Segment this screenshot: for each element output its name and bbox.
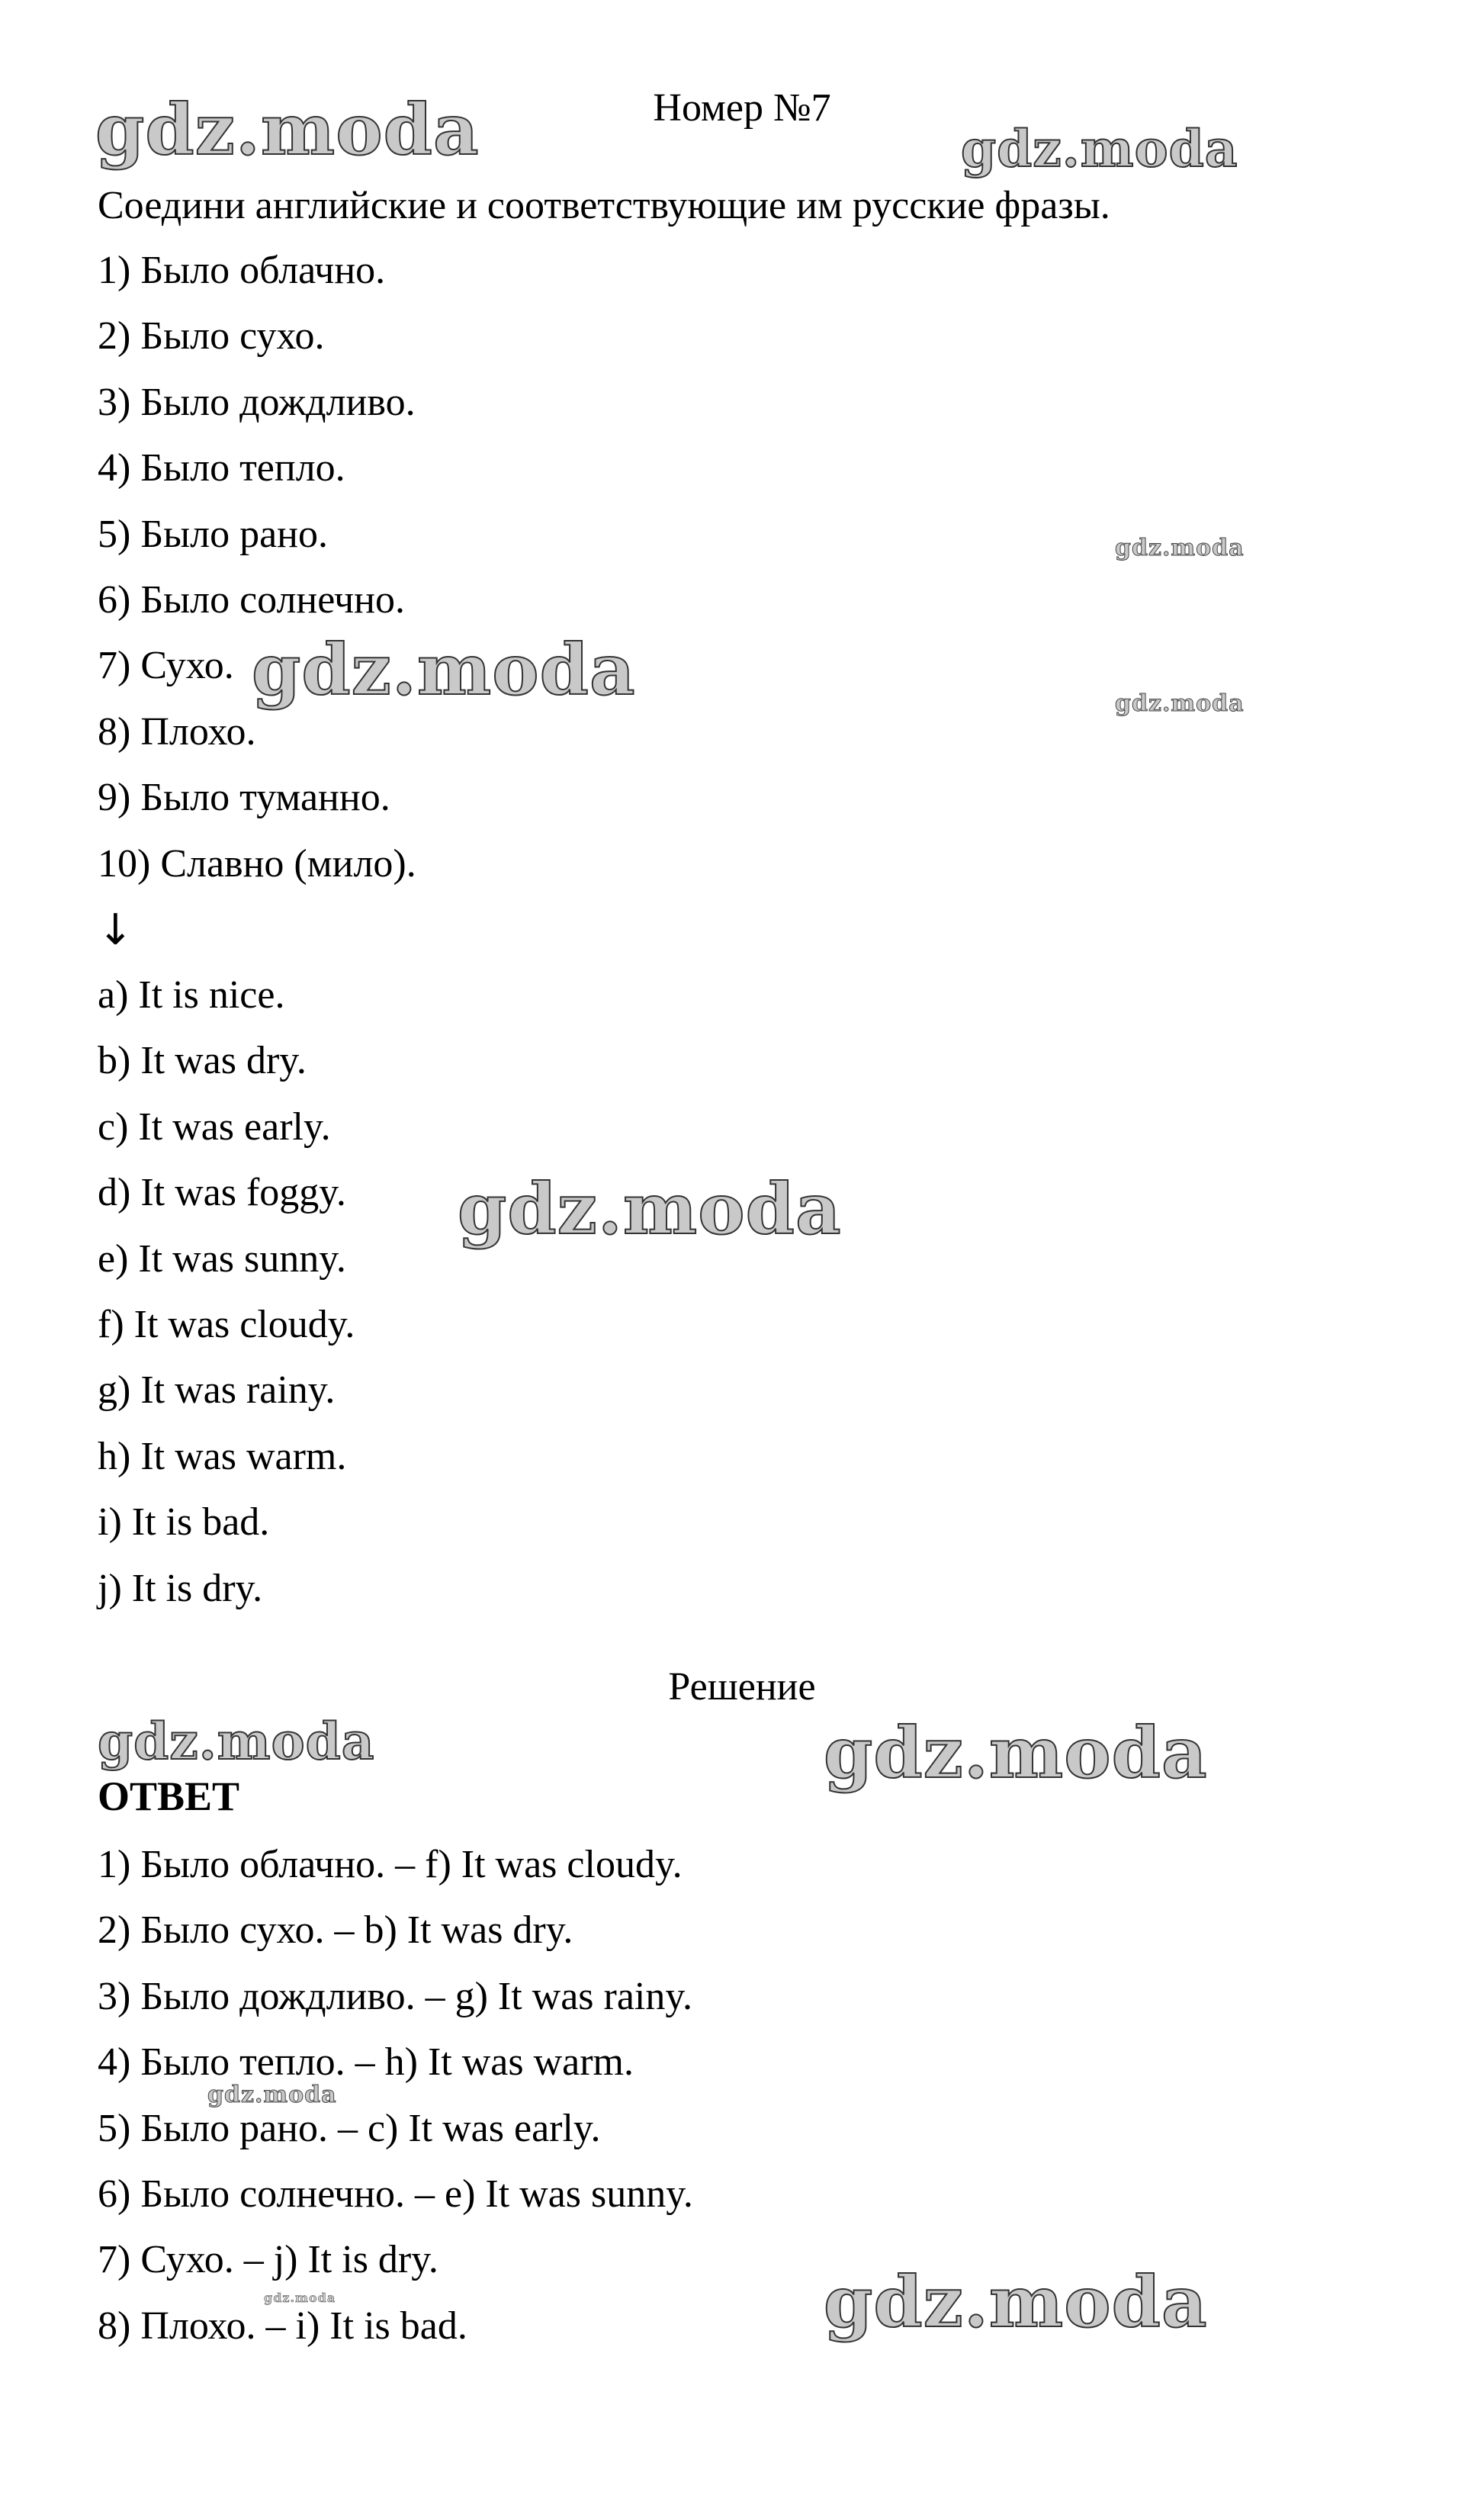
down-arrow-icon: ↓	[98, 905, 133, 955]
russian-phrase: 3) Было дождливо.	[98, 380, 416, 424]
russian-phrase: 4) Было тепло.	[98, 446, 345, 490]
answer-list	[98, 1842, 693, 2369]
answer-item: 7) Сухо. – j) It is dry.	[98, 2238, 438, 2282]
watermark: gdz.moda	[458, 1168, 842, 1250]
watermark: gdz.moda	[264, 2291, 336, 2305]
english-phrase: j) It is dry.	[98, 1566, 263, 1610]
answer-item: 8) Плохо. – i) It is bad.	[98, 2303, 467, 2348]
russian-phrase: 9) Было туманно.	[98, 776, 390, 820]
solution-title: Решение	[668, 1665, 816, 1709]
english-phrase: b) It was dry.	[98, 1039, 307, 1083]
english-phrase: i) It is bad.	[98, 1500, 270, 1545]
watermark: gdz.moda	[1115, 690, 1245, 717]
english-phrase: d) It was foggy.	[98, 1171, 346, 1215]
english-phrase: g) It was rainy.	[98, 1368, 336, 1413]
russian-phrase: 1) Было облачно.	[98, 249, 386, 292]
russian-phrase: 10) Славно (мило).	[98, 841, 416, 886]
watermark: gdz.moda	[207, 2082, 337, 2108]
russian-phrase-list	[98, 248, 416, 907]
english-phrase: c) It was early.	[98, 1104, 331, 1149]
task-instruction: Соедини английские и соответствующие им русские фразы.	[98, 184, 1110, 227]
english-phrase: a) It is nice.	[98, 973, 285, 1017]
watermark: gdz.moda	[824, 1712, 1208, 1794]
english-phrase-list	[98, 973, 355, 1632]
english-phrase: f) It was cloudy.	[98, 1302, 355, 1346]
watermark: gdz.moda	[961, 119, 1238, 178]
russian-phrase: 7) Сухо.	[98, 644, 234, 688]
answer-item: 4) Было тепло. – h) It was warm.	[98, 2040, 634, 2085]
english-phrase: h) It was warm.	[98, 1434, 347, 1478]
russian-phrase: 8) Плохо.	[98, 709, 256, 754]
answer-item: 5) Было рано. – c) It was early.	[98, 2106, 601, 2150]
watermark: gdz.moda	[98, 1712, 375, 1771]
answer-item: 1) Было облачно. – f) It was cloudy.	[98, 1843, 683, 1886]
watermark: gdz.moda	[824, 2261, 1208, 2343]
watermark: gdz.moda	[1115, 535, 1245, 561]
page-title: Номер №7	[653, 86, 831, 130]
english-phrase: e) It was sunny.	[98, 1236, 346, 1281]
answer-item: 2) Было сухо. – b) It was dry.	[98, 1908, 573, 1953]
watermark: gdz.moda	[95, 88, 480, 171]
answer-item: 6) Было солнечно. – e) It was sunny.	[98, 2172, 693, 2216]
russian-phrase: 5) Было рано.	[98, 512, 328, 556]
russian-phrase: 2) Было сухо.	[98, 314, 325, 358]
answer-item: 3) Было дождливо. – g) It was rainy.	[98, 1974, 692, 2018]
watermark: gdz.moda	[252, 629, 636, 711]
russian-phrase: 6) Было солнечно.	[98, 577, 405, 622]
answer-heading: ОТВЕТ	[98, 1773, 240, 1819]
